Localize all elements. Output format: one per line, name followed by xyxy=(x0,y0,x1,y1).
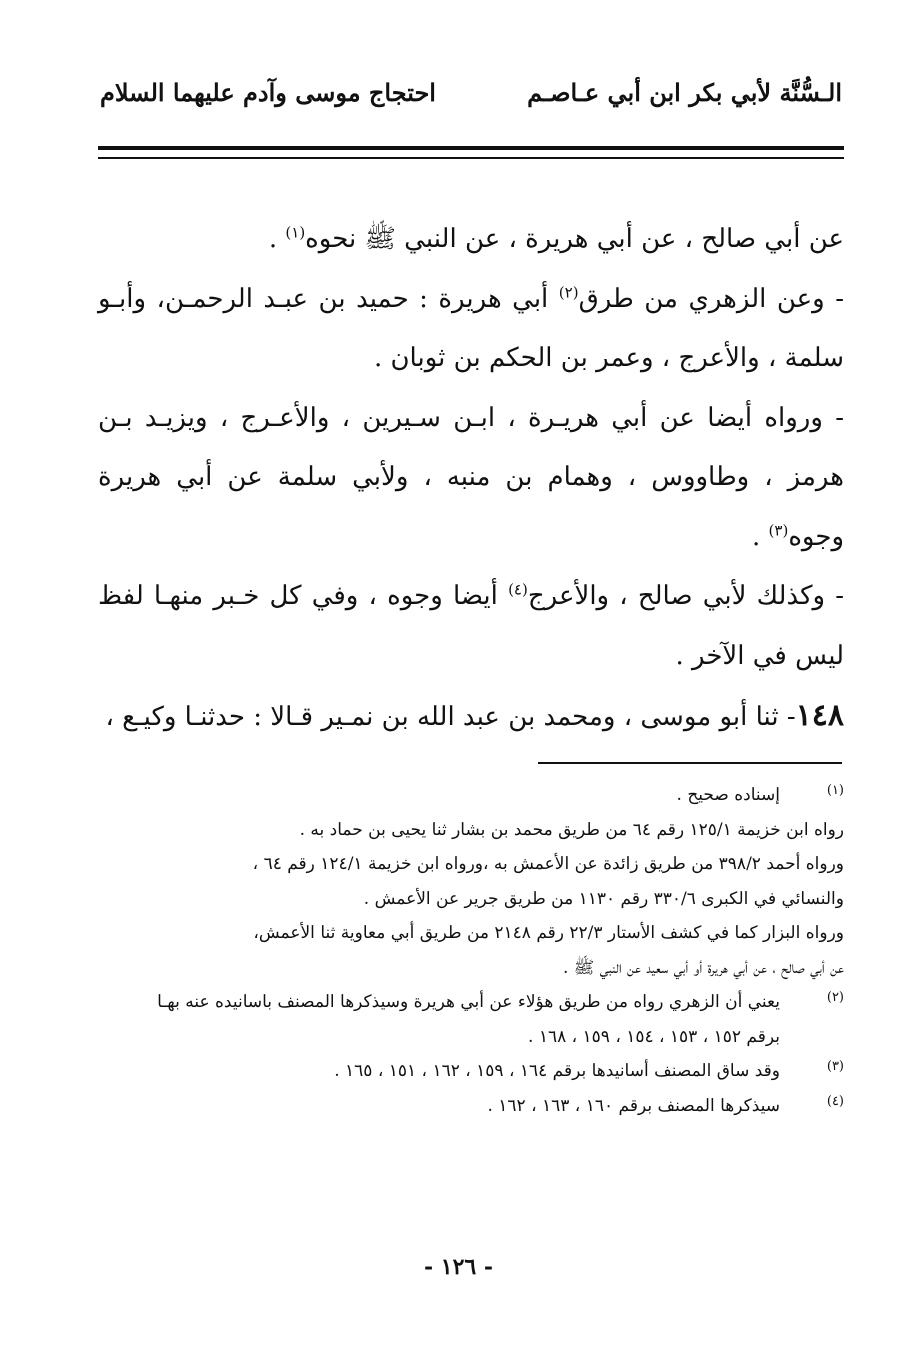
hadith-text: - ثنا أبو موسى ، ومحمد بن عبد الله بن نمـير قـالا : حدثنـا وكيـع ، xyxy=(105,702,796,732)
footnote-2-line: يعني أن الزهري رواه من طريق هؤلاء عن أبي هريرة وسيذكرها المصنف باسانيده عنه بهـا xyxy=(157,992,780,1012)
footnote-1 xyxy=(98,778,844,985)
footnote-separator xyxy=(538,762,842,764)
header-rule-thin xyxy=(98,157,844,159)
footnote-1-line: رواه ابن خزيمة ١٢٥/١ رقم ٦٤ من طريق محمد بن بشار ثنا يحيى بن حماد به . xyxy=(299,819,844,840)
paragraph-2-text-b: أبي هريرة : حميد بن عبـد الرحمـن، وأبـو سلمة ، والأعرج ، وعمر بن الحكم بن ثوبان . xyxy=(98,283,844,373)
paragraph-4-text-a: - وكذلك لأبي صالح ، والأعرج xyxy=(527,581,844,611)
footnote-3 xyxy=(98,1054,844,1089)
footnote-2 xyxy=(98,985,844,1054)
footnote-1-line: والنسائي في الكبرى ٣٣٠/٦ رقم ١١٣٠ من طريق جرير عن الأعمش . xyxy=(363,888,844,909)
paragraph-1 xyxy=(98,210,844,270)
footnote-ref-1[interactable]: (١) xyxy=(285,223,306,242)
footnote-3-line: وقد ساق المصنف أسانيدها برقم ١٦٤ ، ١٥٩ ، ١٦٢ ، ١٥١ ، ١٦٥ . xyxy=(334,1061,780,1081)
paragraph-2 xyxy=(98,270,844,389)
hadith-148 xyxy=(98,686,844,748)
main-text xyxy=(98,210,844,748)
paragraph-3 xyxy=(98,389,844,568)
chapter-title: احتجاج موسى وآدم عليهما السلام xyxy=(100,78,436,107)
header-rule-thick xyxy=(98,146,844,150)
footnote-ref-2[interactable]: (٢) xyxy=(558,282,579,301)
paragraph-2-text-a: - وعن الزهري من طرق xyxy=(578,283,844,314)
footnote-2-mark: (٢) xyxy=(826,990,844,1005)
paragraph-3-text: - ورواه أيضا عن أبي هريـرة ، ابـن سـيرين ، والأعـرج ، ويزيـد بـن هرمز ، وطاووس ، وهمام بن منبه ، ولأبي سلمة عن أبي هريرة وجوه xyxy=(98,402,844,552)
paragraph-4 xyxy=(98,567,844,686)
footnote-1-mark: (١) xyxy=(826,783,844,798)
hadith-number: ١٤٨ xyxy=(795,698,844,733)
footnote-1-line: إسناده صحيح . xyxy=(676,785,780,805)
footnote-ref-4[interactable]: (٤) xyxy=(508,580,528,599)
footnote-4-line: سيذكرها المصنف برقم ١٦٠ ، ١٦٣ ، ١٦٢ . xyxy=(487,1095,780,1116)
footnote-1-line: ورواه البزار كما في كشف الأستار ٢٢/٣ رقم ٢١٤٨ من طريق أبي معاوية ثنا الأعمش، xyxy=(253,923,844,943)
paragraph-1-text: عن أبي صالح ، عن أبي هريرة ، عن النبي ﷺ نحوه xyxy=(305,224,844,254)
footnote-3-mark: (٣) xyxy=(826,1059,844,1074)
footnote-ref-3[interactable]: (٣) xyxy=(768,520,789,539)
page-number: - ١٢٦ - xyxy=(423,1254,494,1280)
paragraph-4-text-b: أيضا وجوه ، وفي كل خـبر منهـا لفظ ليس في الآخر . xyxy=(98,581,844,671)
running-header xyxy=(100,78,842,118)
paragraph-3-end: . xyxy=(752,521,769,552)
footnotes xyxy=(98,778,844,1123)
footnote-1-line: عن أبي صالح ، عن أبي هريرة أو أبي سعيد عن النبي ﷺ . xyxy=(562,957,844,978)
book-title: الـسُّنَّة لأبي بكر ابن أبي عـاصـم xyxy=(527,78,842,107)
footnote-2-line: برقم ١٥٢ ، ١٥٣ ، ١٥٤ ، ١٥٩ ، ١٦٨ . xyxy=(528,1026,780,1047)
footnote-1-line: ورواه أحمد ٣٩٨/٢ من طريق زائدة عن الأعمش به ،ورواه ابن خزيمة ١٢٤/١ رقم ٦٤ ، xyxy=(252,854,844,874)
footnote-4 xyxy=(98,1089,844,1124)
footnote-4-mark: (٤) xyxy=(826,1093,844,1109)
paragraph-1-end: . xyxy=(268,224,286,254)
